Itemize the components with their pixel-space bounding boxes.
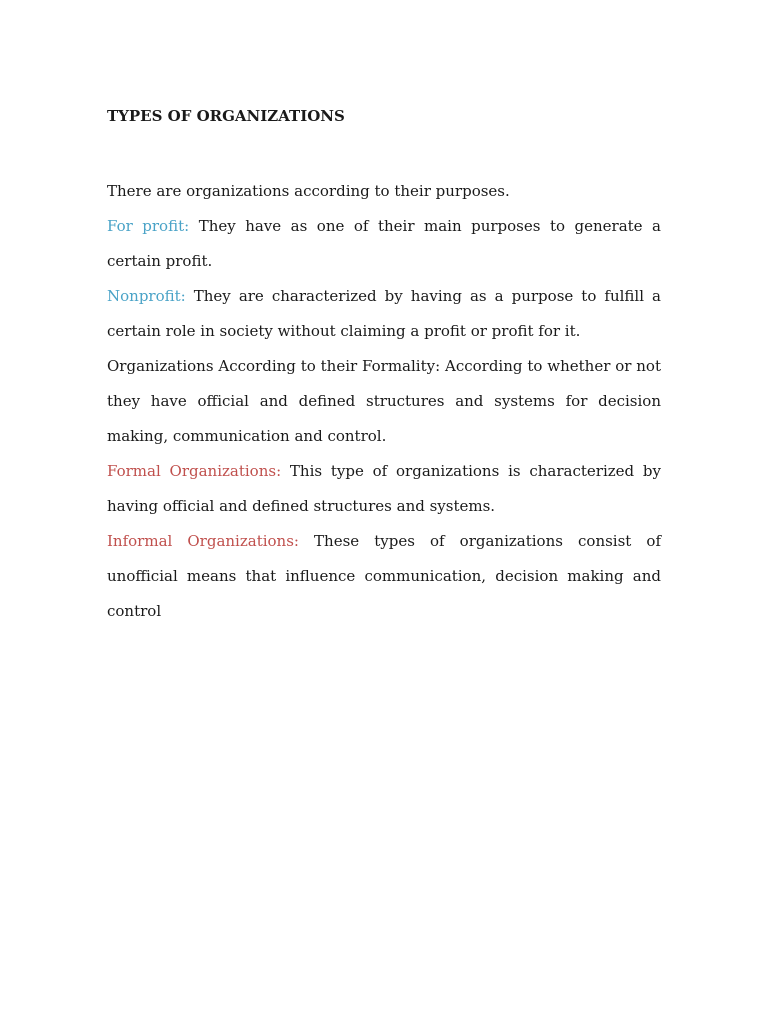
informal-organizations-text: These types of organizations consist of unofficial means that influence communication, decision making and control (107, 532, 661, 620)
formal-organizations-text: This type of organizations is characterized by having official and defined structures and systems. (107, 462, 661, 515)
document-page (107, 104, 661, 629)
document-title: TYPES OF ORGANIZATIONS (107, 107, 345, 125)
for-profit-paragraph (107, 209, 661, 279)
informal-organizations-term: Informal Organizations: (107, 532, 299, 550)
nonprofit-text: They are characterized by having as a purpose to fulfill a certain role in society without claiming a profit or profit for it. (107, 287, 661, 340)
informal-organizations-paragraph (107, 524, 661, 629)
for-profit-text: They have as one of their main purposes to generate a certain profit. (107, 217, 661, 270)
formality-paragraph: Organizations According to their Formality: According to whether or not they have official and defined structures and systems for decision making, communication and control. (107, 357, 661, 445)
nonprofit-term: Nonprofit: (107, 287, 186, 305)
nonprofit-paragraph (107, 279, 661, 349)
formal-organizations-paragraph (107, 454, 661, 524)
formal-organizations-term: Formal Organizations: (107, 462, 282, 480)
intro-paragraph: There are organizations according to their purposes. (107, 182, 510, 200)
for-profit-term: For profit: (107, 217, 190, 235)
